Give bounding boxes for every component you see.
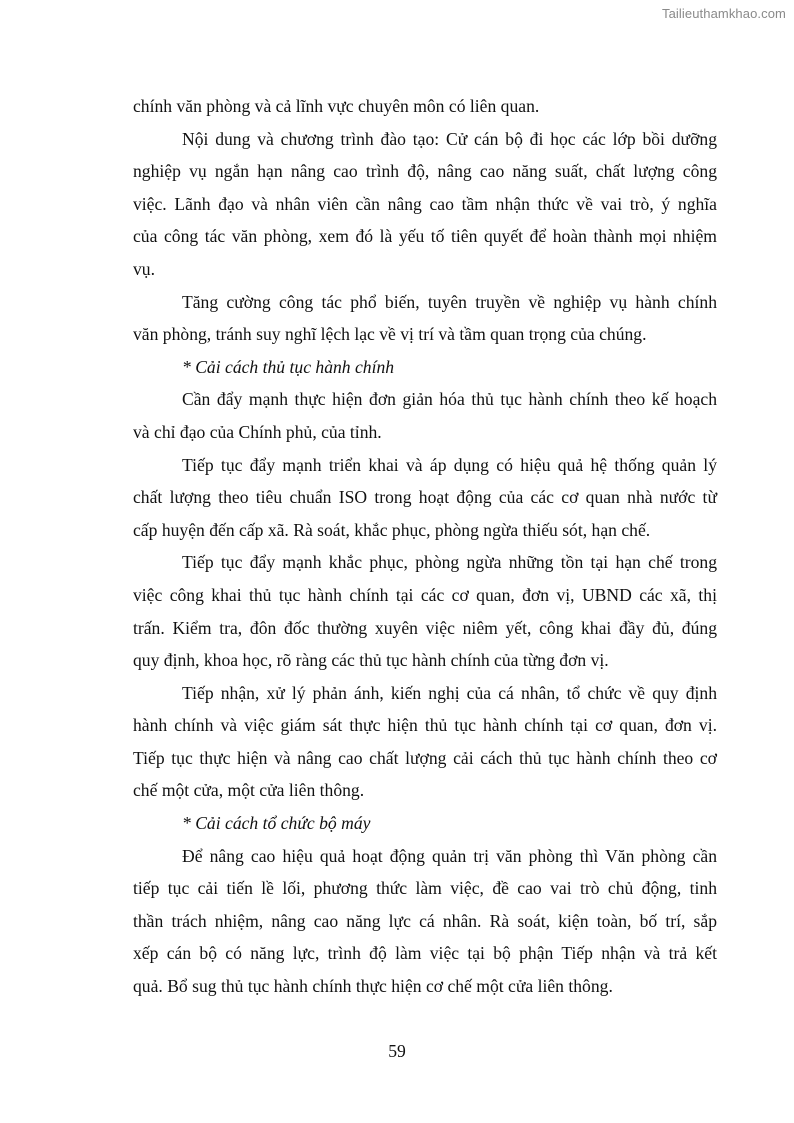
text-line: thần trách nhiệm, nâng cao năng lực cá nhân. Rà soát, kiện toàn, bố trí, sắp <box>133 910 717 931</box>
text-line: chế một cửa, một cửa liên thông. <box>133 780 365 801</box>
text-line: quy định, khoa học, rõ ràng các thủ tục hành chính của từng đơn vị. <box>133 650 609 671</box>
text-line: hành chính và việc giám sát thực hiện thủ tục hành chính tại cơ quan, đơn vị. <box>133 715 717 736</box>
text-line: Tăng cường công tác phổ biến, tuyên truyền về nghiệp vụ hành chính <box>182 291 717 312</box>
text-line: Nội dung và chương trình đào tạo: Cử cán bộ đi học các lớp bồi dưỡng <box>182 128 717 149</box>
text-line: Tiếp tục thực hiện và nâng cao chất lượng cải cách thủ tục hành chính theo cơ <box>133 747 717 768</box>
text-line: việc công khai thủ tục hành chính tại các cơ quan, đơn vị, UBND các xã, thị <box>133 584 717 605</box>
text-line: Tiếp nhận, xử lý phản ánh, kiến nghị của cá nhân, tổ chức về quy định <box>182 682 717 703</box>
text-line: chính văn phòng và cả lĩnh vực chuyên môn có liên quan. <box>133 96 540 116</box>
text-line: việc. Lãnh đạo và nhân viên cần nâng cao tầm nhận thức về vai trò, ý nghĩa <box>133 193 717 214</box>
text-line: và chỉ đạo của Chính phủ, của tỉnh. <box>133 421 382 442</box>
text-line: quả. Bổ sug thủ tục hành chính thực hiện cơ chế một cửa liên thông. <box>133 976 613 997</box>
text-line: cấp huyện đến cấp xã. Rà soát, khắc phục, phòng ngừa thiếu sót, hạn chế. <box>133 519 651 540</box>
text-line: xếp cán bộ có năng lực, trình độ làm việc tại bộ phận Tiếp nhận và trả kết <box>133 943 717 964</box>
text-line: nghiệp vụ ngắn hạn nâng cao trình độ, nâng cao năng suất, chất lượng công <box>133 161 717 182</box>
text-line: Cần đẩy mạnh thực hiện đơn giản hóa thủ tục hành chính theo kế hoạch <box>182 389 717 410</box>
section-heading: * Cải cách thủ tục hành chính <box>182 356 395 377</box>
text-line: Tiếp tục đẩy mạnh triển khai và áp dụng có hiệu quả hệ thống quản lý <box>182 454 717 475</box>
text-line: vụ. <box>133 258 155 279</box>
text-line: văn phòng, tránh suy nghĩ lệch lạc về vị trí và tầm quan trọng của chúng. <box>133 324 647 345</box>
text-line: chất lượng theo tiêu chuẩn ISO trong hoạt động của các cơ quan nhà nước từ <box>133 487 717 508</box>
text-line: trấn. Kiểm tra, đôn đốc thường xuyên việc niêm yết, công khai đầy đủ, đúng <box>133 617 717 638</box>
page-number: 59 <box>388 1041 406 1061</box>
text-line: Tiếp tục đẩy mạnh khắc phục, phòng ngừa những tồn tại hạn chế trong <box>182 552 717 573</box>
section-heading: * Cải cách tổ chức bộ máy <box>182 813 371 834</box>
text-line: Để nâng cao hiệu quả hoạt động quản trị văn phòng thì Văn phòng cần <box>182 845 717 866</box>
text-line: của công tác văn phòng, xem đó là yếu tố tiên quyết để hoàn thành mọi nhiệm <box>133 226 717 247</box>
text-line: tiếp tục cải tiến lề lối, phương thức làm việc, đề cao vai trò chủ động, tinh <box>133 878 717 899</box>
document-body <box>133 90 717 1003</box>
watermark-text: Tailieuthamkhao.com <box>661 6 786 21</box>
